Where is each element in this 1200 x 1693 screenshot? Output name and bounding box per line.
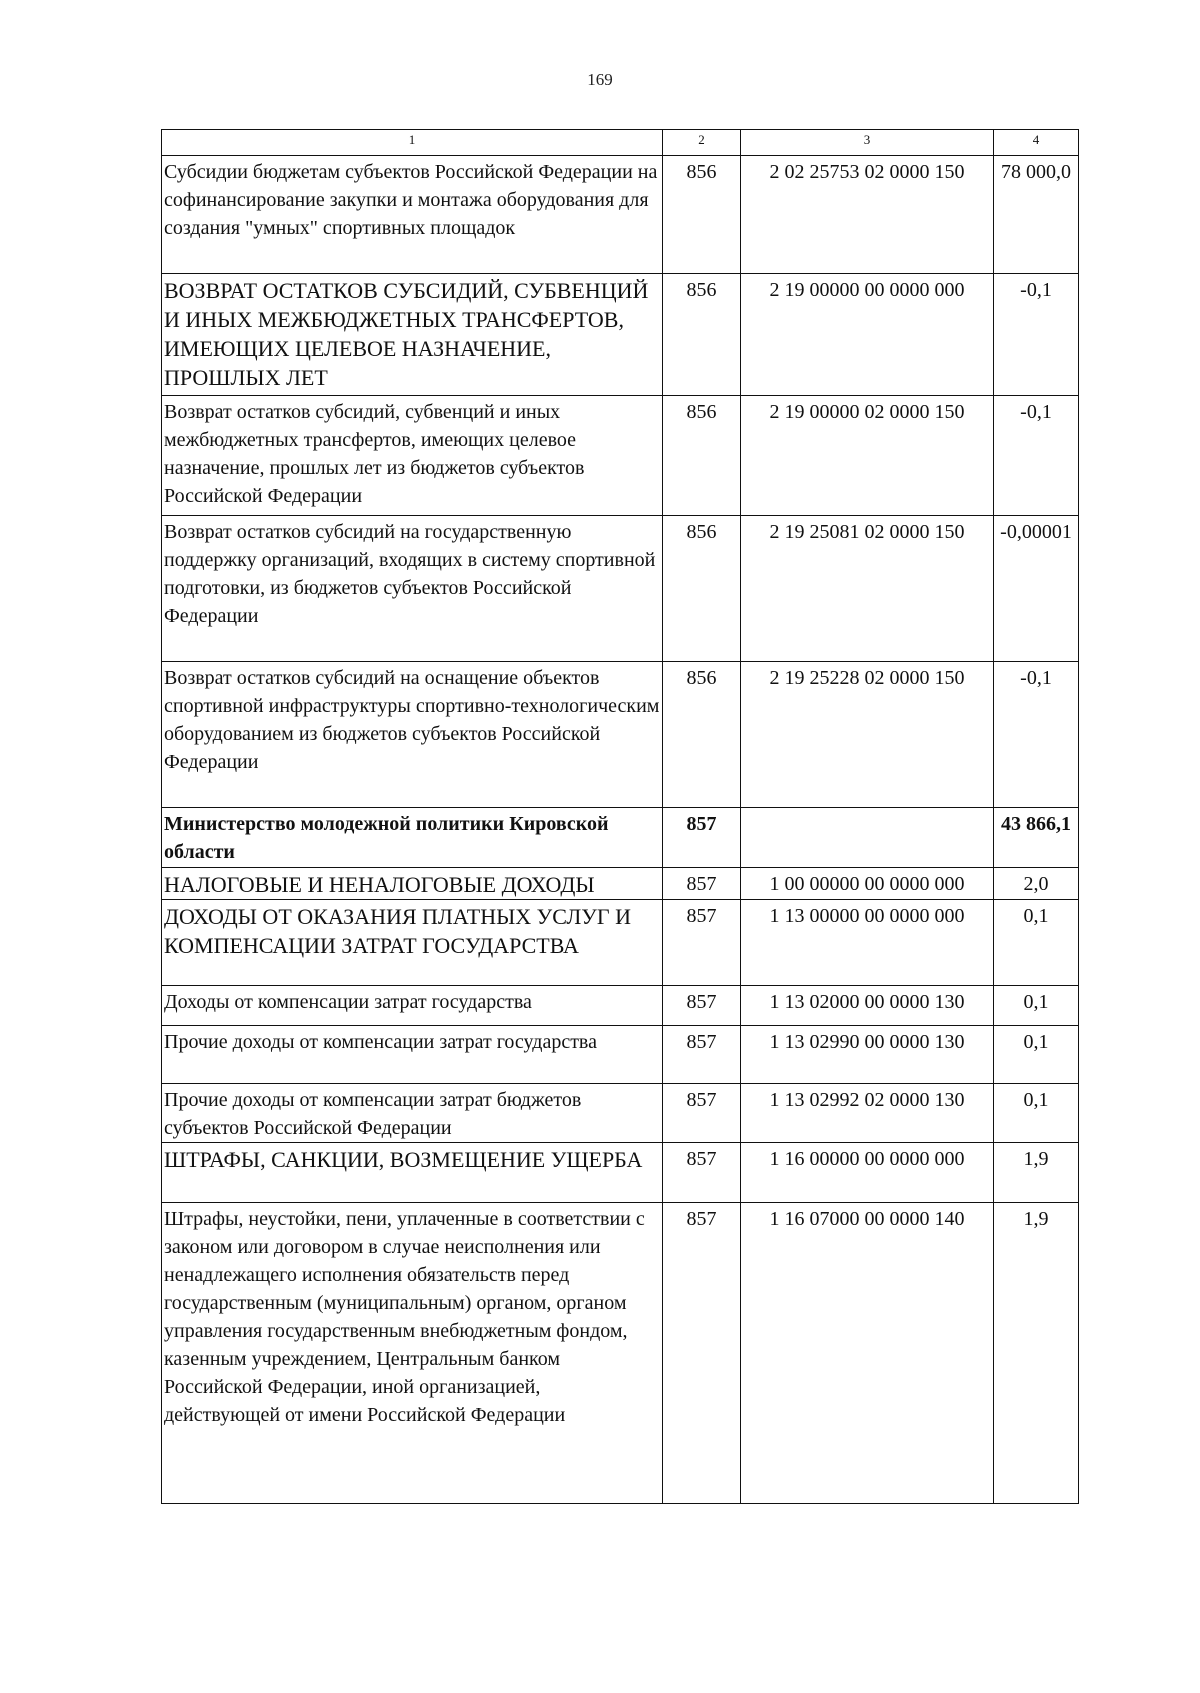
row-amount: -0,00001 bbox=[994, 516, 1079, 662]
table-row bbox=[162, 986, 1079, 1026]
row-code bbox=[741, 808, 994, 868]
table-row bbox=[162, 1203, 1079, 1504]
column-header: 2 bbox=[663, 130, 741, 156]
budget-table bbox=[161, 129, 1079, 1504]
row-code: 2 19 25228 02 0000 150 bbox=[741, 662, 994, 808]
row-code: 1 00 00000 00 0000 000 bbox=[741, 868, 994, 900]
row-code: 1 16 00000 00 0000 000 bbox=[741, 1143, 994, 1203]
row-name: Доходы от компенсации затрат государства bbox=[162, 986, 663, 1026]
table-row bbox=[162, 1026, 1079, 1084]
row-amount: 78 000,0 bbox=[994, 156, 1079, 274]
row-name: Возврат остатков субсидий, субвенций и иных межбюджетных трансфертов, имеющих целевое назначение, прошлых лет из бюджетов субъектов Российской Федерации bbox=[162, 396, 663, 516]
row-amount: 0,1 bbox=[994, 900, 1079, 986]
row-name: Штрафы, неустойки, пени, уплаченные в соответствии с законом или договором в случае неисполнения или ненадлежащего исполнения обязательств перед государственным (муниципальным) органом, органом управления государственным внебюджетным фондом, казенным учреждением, Центральным банком Российской Федерации, иной организацией, действующей от имени Российской Федерации bbox=[162, 1203, 663, 1504]
row-chapter: 857 bbox=[663, 1143, 741, 1203]
column-header: 1 bbox=[162, 130, 663, 156]
row-amount: -0,1 bbox=[994, 396, 1079, 516]
table-row bbox=[162, 516, 1079, 662]
row-chapter: 857 bbox=[663, 986, 741, 1026]
row-name: Возврат остатков субсидий на оснащение объектов спортивной инфраструктуры спортивно-технологическим оборудованием из бюджетов субъектов Российской Федерации bbox=[162, 662, 663, 808]
row-name: Субсидии бюджетам субъектов Российской Федерации на софинансирование закупки и монтажа оборудования для создания "умных" спортивных площадок bbox=[162, 156, 663, 274]
row-chapter: 857 bbox=[663, 808, 741, 868]
column-header: 4 bbox=[994, 130, 1079, 156]
row-chapter: 857 bbox=[663, 1026, 741, 1084]
row-chapter: 856 bbox=[663, 274, 741, 396]
row-name: Прочие доходы от компенсации затрат государства bbox=[162, 1026, 663, 1084]
row-code: 2 19 00000 00 0000 000 bbox=[741, 274, 994, 396]
row-code: 2 19 00000 02 0000 150 bbox=[741, 396, 994, 516]
row-name: Возврат остатков субсидий на государственную поддержку организаций, входящих в систему спортивной подготовки, из бюджетов субъектов Российской Федерации bbox=[162, 516, 663, 662]
row-code: 1 13 02000 00 0000 130 bbox=[741, 986, 994, 1026]
row-amount: -0,1 bbox=[994, 662, 1079, 808]
row-code: 1 13 02992 02 0000 130 bbox=[741, 1084, 994, 1143]
row-code: 1 13 00000 00 0000 000 bbox=[741, 900, 994, 986]
row-amount: 0,1 bbox=[994, 1026, 1079, 1084]
table-row bbox=[162, 396, 1079, 516]
row-code: 2 02 25753 02 0000 150 bbox=[741, 156, 994, 274]
table-row bbox=[162, 808, 1079, 868]
row-name: ВОЗВРАТ ОСТАТКОВ СУБСИДИЙ, СУБВЕНЦИЙ И ИНЫХ МЕЖБЮДЖЕТНЫХ ТРАНСФЕРТОВ, ИМЕЮЩИХ ЦЕЛЕВОЕ НАЗНАЧЕНИЕ, ПРОШЛЫХ ЛЕТ bbox=[162, 274, 663, 396]
row-amount: 43 866,1 bbox=[994, 808, 1079, 868]
table-row bbox=[162, 1084, 1079, 1143]
table-row bbox=[162, 868, 1079, 900]
row-amount: -0,1 bbox=[994, 274, 1079, 396]
row-amount: 0,1 bbox=[994, 1084, 1079, 1143]
page-number: 169 bbox=[587, 70, 613, 89]
row-code: 1 13 02990 00 0000 130 bbox=[741, 1026, 994, 1084]
table-row bbox=[162, 274, 1079, 396]
row-amount: 1,9 bbox=[994, 1143, 1079, 1203]
row-amount: 1,9 bbox=[994, 1203, 1079, 1504]
column-header: 3 bbox=[741, 130, 994, 156]
table-row bbox=[162, 1143, 1079, 1203]
table-row bbox=[162, 900, 1079, 986]
row-amount: 0,1 bbox=[994, 986, 1079, 1026]
row-code: 2 19 25081 02 0000 150 bbox=[741, 516, 994, 662]
row-name: Министерство молодежной политики Кировской области bbox=[162, 808, 663, 868]
row-chapter: 857 bbox=[663, 1203, 741, 1504]
row-chapter: 856 bbox=[663, 156, 741, 274]
row-name: ДОХОДЫ ОТ ОКАЗАНИЯ ПЛАТНЫХ УСЛУГ И КОМПЕНСАЦИИ ЗАТРАТ ГОСУДАРСТВА bbox=[162, 900, 663, 986]
row-name: Прочие доходы от компенсации затрат бюджетов субъектов Российской Федерации bbox=[162, 1084, 663, 1143]
table-row bbox=[162, 662, 1079, 808]
header-row bbox=[162, 130, 1079, 156]
row-chapter: 857 bbox=[663, 1084, 741, 1143]
table-row bbox=[162, 156, 1079, 274]
row-name: ШТРАФЫ, САНКЦИИ, ВОЗМЕЩЕНИЕ УЩЕРБА bbox=[162, 1143, 663, 1203]
row-name: НАЛОГОВЫЕ И НЕНАЛОГОВЫЕ ДОХОДЫ bbox=[162, 868, 663, 900]
row-amount: 2,0 bbox=[994, 868, 1079, 900]
row-chapter: 857 bbox=[663, 900, 741, 986]
row-chapter: 856 bbox=[663, 662, 741, 808]
row-chapter: 856 bbox=[663, 396, 741, 516]
row-chapter: 856 bbox=[663, 516, 741, 662]
row-chapter: 857 bbox=[663, 868, 741, 900]
row-code: 1 16 07000 00 0000 140 bbox=[741, 1203, 994, 1504]
